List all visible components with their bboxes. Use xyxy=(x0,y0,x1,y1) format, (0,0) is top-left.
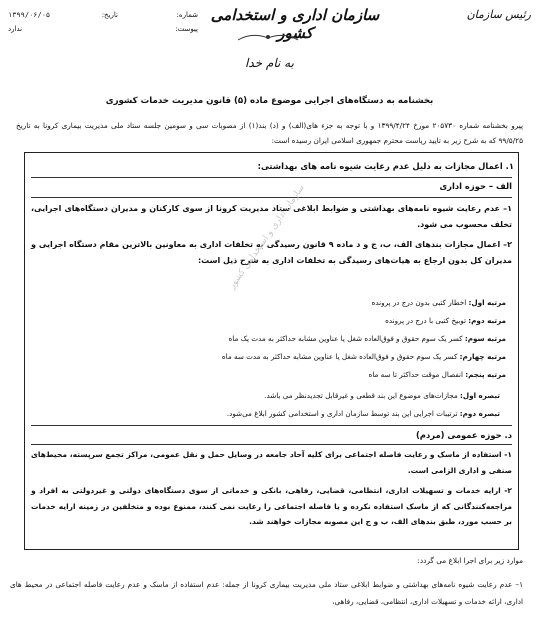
penalty-level-1: مرتبه اول: اخطار کتبی بدون درج در پرونده xyxy=(371,298,506,307)
note-2: تبصره دوم: ترتیبات اجرایی این بند توسط سازمان اداری و استخدامی کشور ابلاغ می‌شود. xyxy=(226,409,500,418)
instruction-line: موارد زیر برای اجرا ابلاغ می گردد: xyxy=(417,556,523,565)
divider xyxy=(31,177,512,178)
section-a-item-1: ۱– عدم رعایت شیوه نامه‌های بهداشتی و ضوابط ابلاغی ستاد مدیریت کرونا از سوی کارکنان و مدیران دستگاه‌های اجرایی، تخلف محسوب می شود. xyxy=(31,204,512,229)
divider xyxy=(31,444,512,445)
final-paragraph: ۱– عدم رعایت شیوه نامه‌های بهداشتی و ضوابط ابلاغی ستاد ملی مدیریت بیماری کرونا از جمله: عدم استفاده از ماسک و عدم رعایت فاصله اجتماعی در محیط های اداری، ارائه خدمات و تسهیلات اداری، انتظامی، قضایی، رفاهی، xyxy=(10,580,523,606)
penalty-level-2: مرتبه دوم: توبیخ کتبی با درج در پرونده xyxy=(385,316,506,325)
attachment-label: پیوست: xyxy=(175,25,198,33)
section-d-item-1: ۱- استفاده از ماسک و رعایت فاصله اجتماعی برای کلیه آحاد جامعه در وسایل حمل و نقل عمومی، مراکز تجمع سرپسته، محیط‌های صنفی و اداری الزامی است. xyxy=(31,450,512,475)
resolution-box xyxy=(24,152,519,550)
penalty-level-4: مرتبه چهارم: کسر یک سوم حقوق و فوق‌العاده شغل یا عناوین مشابه حداکثر به مدت سه ماه xyxy=(221,352,506,361)
box-heading: ۱. اعمال مجازات به دلیل عدم رعایت شیوه نامه های بهداشتی: xyxy=(257,161,514,171)
header-meta xyxy=(8,8,118,36)
watermark: سازمان اداری و استخدامی کشور xyxy=(227,183,307,291)
organization-name: سازمان اداری و استخدامی کشور xyxy=(210,6,380,42)
number-label: شماره: xyxy=(176,11,198,19)
penalty-level-3: مرتبه سوم: کسر یک سوم حقوق و فوق‌العاده شغل یا عناوین مشابه حداکثر به مدت یک ماه xyxy=(228,334,506,343)
date-value: ۱۳۹۹/۰۶/۰۵ xyxy=(8,11,51,19)
attachment-value: ندارد xyxy=(8,25,23,33)
section-d-item-2: ۲- ارایه خدمات و تسهیلات اداری، انتظامی، قضایی، رفاهی، بانکی و خدماتی از سوی دستگاه‌های دولتی و غیردولتی به افراد و مراجعه‌کنندگانی که از ماسک استفاده نکرده و یا فاصله اجتماعی را رعایت نمی کنند، ممنوع بوده و متخلفین در زمینه ارایه خدمات بر حسب مورد، طبق بندهای الف، ب و ج این مصوبه مجازات خواهند شد. xyxy=(31,486,512,526)
section-a-title: الف – حوزه اداری xyxy=(439,181,512,191)
penalty-level-5: مرتبه پنجم: انفصال موقت حداکثر تا سه ماه xyxy=(368,370,506,379)
date-label: تاریخ: xyxy=(101,11,118,19)
divider xyxy=(31,425,512,426)
subject-line: بخشنامه به دستگاه‌های اجرایی موضوع ماده (۵) قانون مدیریت خدمات کشوری xyxy=(105,96,434,106)
head-title: رئیس سازمان xyxy=(466,8,531,21)
note-1: تبصره اول: مجازات‌های موضوع این بند قطعی و غیرقابل تجدیدنظر می باشد. xyxy=(264,391,500,400)
bismillah: به نام خدا xyxy=(245,56,294,70)
section-a-item-2: ۲– اعمال مجازات بندهای الف، ب، ج و د ماده ۹ قانون رسیدگی به تخلفات اداری به معاونین بالاترین مقام دستگاه اجرایی و مدیران کل بدون ارجاع به هیات‌های رسیدگی به تخلفات اداری به شرح ذیل است: xyxy=(31,240,512,265)
emblem-icon xyxy=(236,30,300,42)
divider xyxy=(31,197,512,198)
intro-paragraph: پیرو بخشنامه شماره ۲۰۵۷۳۰ مورخ ۱۳۹۹/۴/۲۴ و با توجه به جزء های(الف) و (د) بند(۱) از مصوبات سی و سومین جلسه ستاد ملی مدیریت بیماری کرونا به تاریخ ۹۹/۵/۲۵ که به شرح زیر به تایید ریاست محترم جمهوری اسلامی ایران رسیده است: xyxy=(16,121,524,145)
section-d-title: د. حوزه عمومی (مردم) xyxy=(415,430,512,440)
header-labels xyxy=(128,8,198,36)
